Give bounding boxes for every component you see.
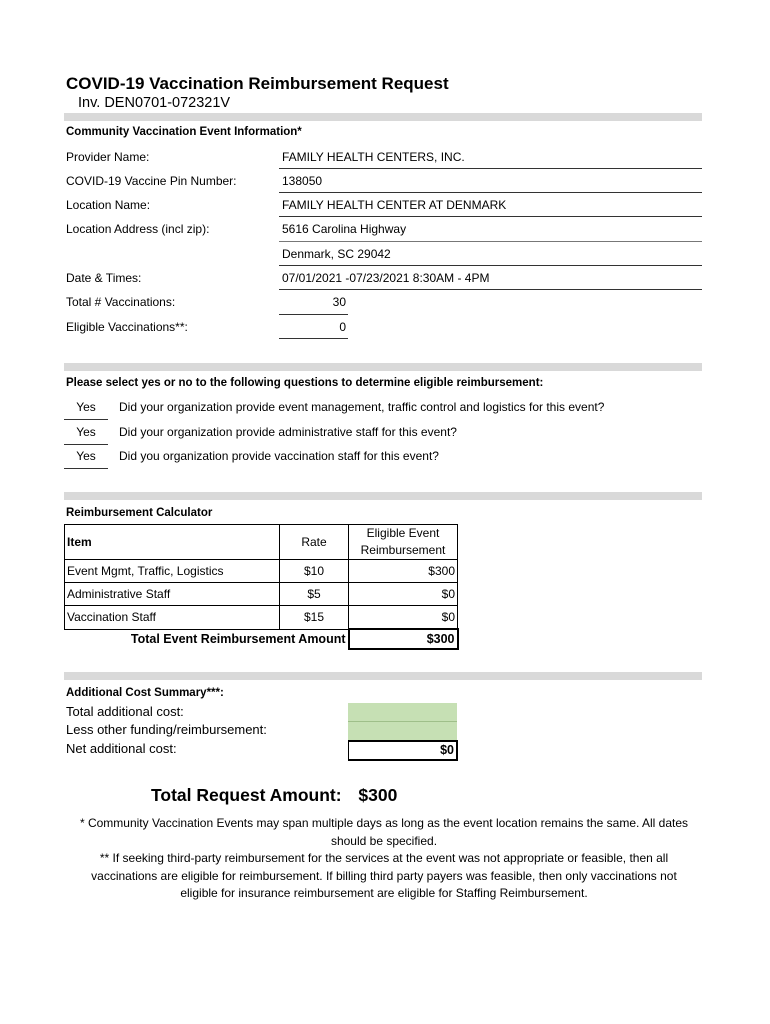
eligible-vaccinations-value[interactable]: 0 bbox=[339, 320, 346, 334]
address-line1-value[interactable]: 5616 Carolina Highway bbox=[282, 222, 407, 236]
total-request-label: Total Request Amount: bbox=[151, 785, 342, 805]
invoice-number: Inv. DEN0701-072321V bbox=[78, 95, 231, 111]
table-header-row bbox=[65, 525, 458, 560]
provider-name-label: Provider Name: bbox=[66, 150, 150, 164]
footnote-line: ** If seeking third-party reimbursement for the services at the event was not appropriate or feasible, then all bbox=[99, 851, 669, 865]
location-name-underline bbox=[279, 216, 702, 217]
question-3-underline bbox=[64, 468, 108, 469]
row-rate: $5 bbox=[280, 583, 349, 606]
header-item: Item bbox=[65, 525, 280, 560]
additional-cost-heading: Additional Cost Summary***: bbox=[66, 687, 224, 699]
row-rate: $15 bbox=[280, 606, 349, 630]
total-additional-cost-input[interactable] bbox=[348, 703, 457, 721]
total-vaccinations-value[interactable]: 30 bbox=[332, 295, 346, 309]
question-2-underline bbox=[64, 444, 108, 445]
row-item: Administrative Staff bbox=[65, 583, 280, 606]
header-rate: Rate bbox=[280, 525, 349, 560]
location-name-value[interactable]: FAMILY HEALTH CENTER AT DENMARK bbox=[282, 198, 507, 212]
net-additional-cost-label: Net additional cost: bbox=[66, 741, 177, 756]
footnote-line: * Community Vaccination Events may span multiple days as long as the event location remains the same. All dates bbox=[79, 816, 689, 830]
total-request-value: $300 bbox=[358, 785, 398, 805]
question-3-answer[interactable]: Yes bbox=[76, 449, 96, 463]
footnote-line: should be specified. bbox=[330, 833, 438, 848]
questions-heading: Please select yes or no to the following questions to determine eligible reimbursement: bbox=[66, 377, 544, 389]
header-eligible-line2: Reimbursement bbox=[360, 543, 446, 557]
pin-underline bbox=[279, 192, 702, 193]
question-2-text: Did your organization provide administrative staff for this event? bbox=[119, 425, 457, 439]
header-eligible-line1: Eligible Event bbox=[366, 526, 440, 540]
address-line2-underline bbox=[279, 265, 702, 266]
section-divider bbox=[64, 672, 702, 680]
question-3-text: Did you organization provide vaccination staff for this event? bbox=[119, 449, 439, 463]
total-vaccinations-underline bbox=[279, 314, 348, 315]
address-line1-underline bbox=[279, 241, 702, 242]
eligible-vaccinations-underline bbox=[279, 338, 348, 339]
row-item: Vaccination Staff bbox=[65, 606, 280, 630]
location-name-label: Location Name: bbox=[66, 198, 151, 212]
net-additional-cost-value: $0 bbox=[348, 740, 458, 761]
dates-label: Date & Times: bbox=[66, 271, 142, 285]
row-amount: $300 bbox=[349, 560, 458, 583]
page-title: COVID-19 Vaccination Reimbursement Request bbox=[66, 74, 449, 93]
calculator-heading: Reimbursement Calculator bbox=[66, 507, 213, 519]
pin-value[interactable]: 138050 bbox=[282, 174, 323, 188]
question-2-answer[interactable]: Yes bbox=[76, 425, 96, 439]
total-request-amount bbox=[151, 785, 397, 806]
row-rate: $10 bbox=[280, 560, 349, 583]
row-amount: $0 bbox=[349, 583, 458, 606]
footnote-line: eligible for insurance reimbursement are eligible for Staffing Reimbursement. bbox=[180, 886, 588, 900]
table-total-row bbox=[65, 629, 458, 649]
eligible-vaccinations-label: Eligible Vaccinations**: bbox=[66, 320, 188, 334]
table-row bbox=[65, 606, 458, 630]
total-vaccinations-label: Total # Vaccinations: bbox=[66, 295, 176, 309]
address-label: Location Address (incl zip): bbox=[66, 222, 210, 236]
dates-underline bbox=[279, 289, 702, 290]
question-1-answer[interactable]: Yes bbox=[76, 400, 96, 414]
provider-name-value[interactable]: FAMILY HEALTH CENTERS, INC. bbox=[282, 150, 465, 164]
row-amount: $0 bbox=[349, 606, 458, 630]
less-funding-input[interactable] bbox=[348, 721, 457, 740]
total-reimbursement-label: Total Event Reimbursement Amount bbox=[65, 629, 349, 649]
dates-value[interactable]: 07/01/2021 -07/23/2021 8:30AM - 4PM bbox=[282, 271, 490, 285]
footnote-line: vaccinations are eligible for reimbursement. If billing third party payers was feasible, then only vaccinations not bbox=[91, 868, 677, 883]
question-1-text: Did your organization provide event management, traffic control and logistics for this event? bbox=[119, 400, 605, 414]
address-line2-value[interactable]: Denmark, SC 29042 bbox=[282, 247, 391, 261]
table-row bbox=[65, 560, 458, 583]
table-row bbox=[65, 583, 458, 606]
footnotes bbox=[64, 815, 704, 903]
section-divider bbox=[64, 363, 702, 371]
event-info-heading: Community Vaccination Event Information* bbox=[66, 126, 302, 138]
header-eligible bbox=[349, 525, 458, 560]
pin-label: COVID-19 Vaccine Pin Number: bbox=[66, 174, 237, 188]
section-divider bbox=[64, 492, 702, 500]
question-1-underline bbox=[64, 419, 108, 420]
less-funding-label: Less other funding/reimbursement: bbox=[66, 722, 267, 737]
total-additional-cost-label: Total additional cost: bbox=[66, 704, 184, 719]
provider-name-underline bbox=[279, 168, 702, 169]
section-divider bbox=[64, 113, 702, 121]
row-item: Event Mgmt, Traffic, Logistics bbox=[65, 560, 280, 583]
total-reimbursement-value: $300 bbox=[349, 629, 458, 649]
reimbursement-calculator-table bbox=[64, 524, 459, 650]
